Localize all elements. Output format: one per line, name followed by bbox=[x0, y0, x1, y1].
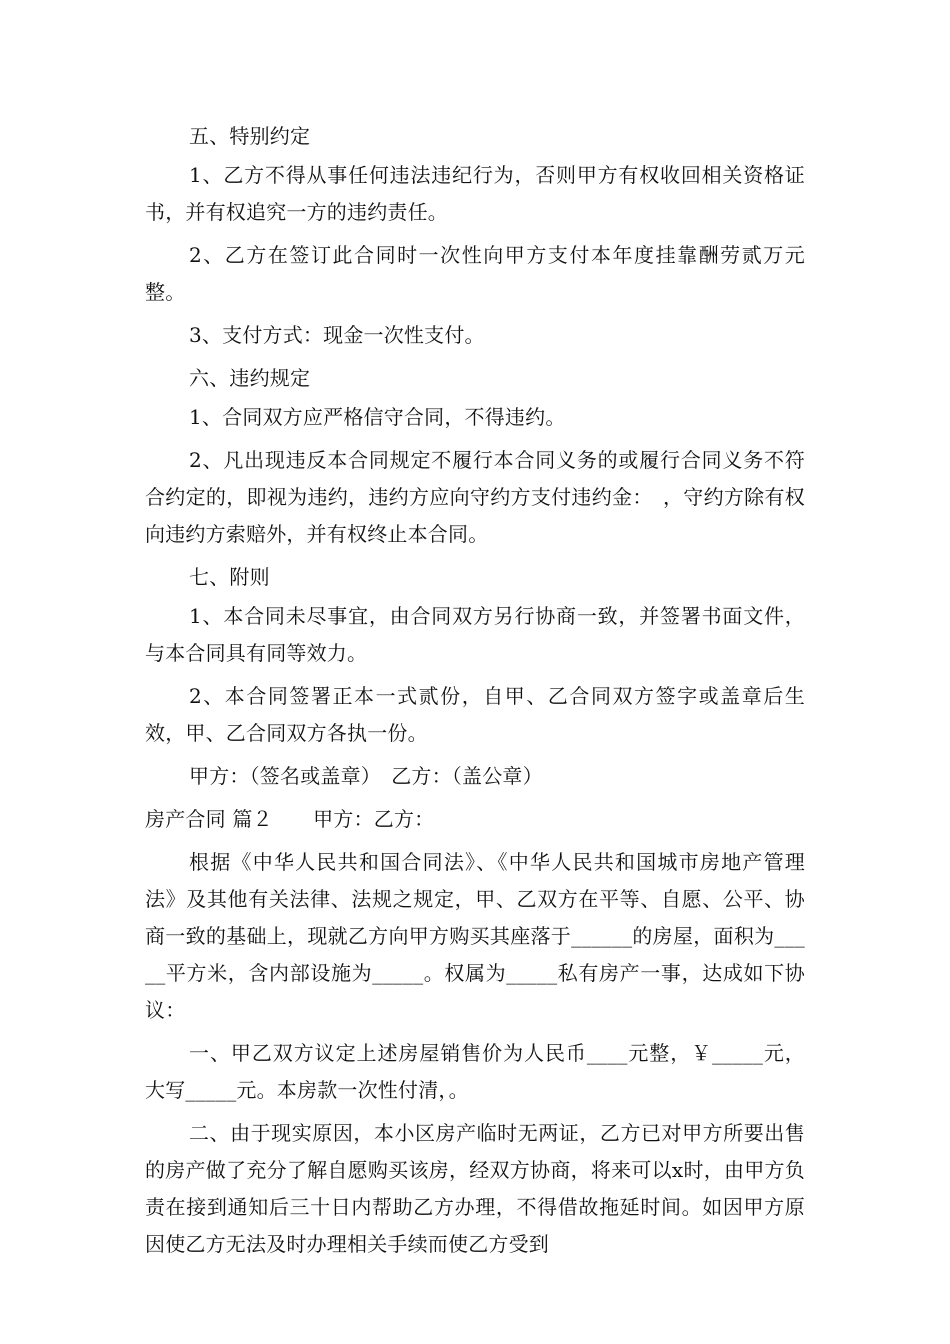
section-heading-breach: 六、违约规定 bbox=[189, 366, 311, 390]
paragraph-price-agreement: 一、甲乙双方议定上述房屋销售价为人民币____元整，￥_____元，大写_____元。本房款一次性付清，。 bbox=[145, 1041, 805, 1102]
paragraph-breach-2: 2、凡出现违反本合同规定不履行本合同义务的或履行合同义务不符合约定的，即视为违约，违约方应向守约方支付违约金： ，守约方除有权向违约方索赔外，并有权终止本合同。 bbox=[145, 448, 805, 546]
paragraph-special-term-1: 1、乙方不得从事任何违法违纪行为，否则甲方有权收回相关资格证书，并有权追究一方的违约责任。 bbox=[145, 163, 805, 224]
paragraph-breach-1: 1、合同双方应严格信守合同，不得违约。 bbox=[189, 405, 566, 429]
paragraph-supplementary-2: 2、本合同签署正本一式贰份，自甲、乙合同双方签字或盖章后生效，甲、乙合同双方各执一份。 bbox=[145, 684, 805, 745]
paragraph-supplementary-1: 1、本合同未尽事宜，由合同双方另行协商一致，并签署书面文件，与本合同具有同等效力。 bbox=[145, 604, 805, 665]
paragraph-special-term-3: 3、支付方式：现金一次性支付。 bbox=[189, 323, 485, 347]
contract-title-part-2: 房产合同 篇２ 甲方：乙方： bbox=[145, 807, 435, 831]
document-body bbox=[145, 118, 805, 1269]
section-heading-supplementary: 七、附则 bbox=[189, 565, 270, 589]
paragraph-special-term-2: 2、乙方在签订此合同时一次性向甲方支付本年度挂靠酬劳贰万元整。 bbox=[145, 243, 805, 304]
paragraph-certificate-issue: 二、由于现实原因，本小区房产临时无两证，乙方已对甲方所要出售的房产做了充分了解自愿购买该房，经双方协商，将来可以x时，由甲方负责在接到通知后三十日内帮助乙方办理，不得借故拖延时间。如因甲方原因使乙方无法及时办理相关手续而使乙方受到 bbox=[145, 1121, 805, 1256]
section-heading-special-terms: 五、特别约定 bbox=[189, 124, 311, 148]
paragraph-legal-basis: 根据《中华人民共和国合同法》、《中华人民共和国城市房地产管理法》及其他有关法律、法规之规定，甲、乙双方在平等、自愿、公平、协商一致的基础上，现就乙方向甲方购买其座落于______的房屋，面积为_____平方米，含内部设施为_____。权属为_____私有房产一事，达成如下协议： bbox=[145, 850, 805, 1022]
signature-line: 甲方：（签名或盖章） 乙方：（盖公章） bbox=[189, 764, 543, 788]
